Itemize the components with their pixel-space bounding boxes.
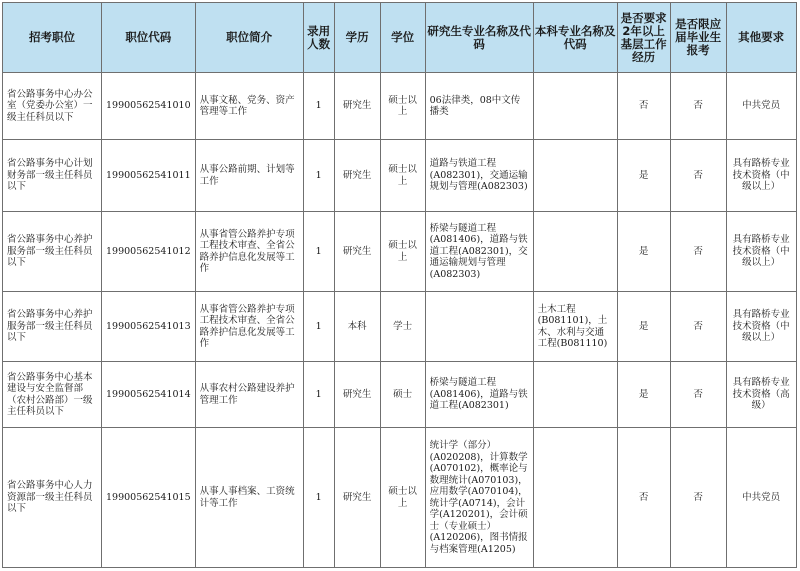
table-row (3, 140, 797, 212)
cell-grassroots: 是 (617, 292, 670, 362)
cell-undergrad-major (533, 140, 617, 212)
cell-intro: 从事省管公路养护专项工程技术审查、全省公路养护信息化发展等工作 (195, 292, 303, 362)
cell-count: 1 (303, 140, 334, 212)
cell-grad-major (425, 292, 533, 362)
cell-count: 1 (303, 212, 334, 292)
cell-education: 研究生 (334, 362, 380, 428)
cell-education: 研究生 (334, 140, 380, 212)
cell-fresh-grad: 否 (670, 140, 726, 212)
table-row (3, 362, 797, 428)
cell-code: 19900562541014 (102, 362, 196, 428)
header-grassroots: 是否要求2年以上基层工作经历 (617, 3, 670, 73)
cell-grad-major: 06法律类，08中文传播类 (425, 73, 533, 140)
header-fresh-grad: 是否限应届毕业生报考 (670, 3, 726, 73)
cell-position: 省公路事务中心养护服务部一级主任科员以下 (3, 292, 102, 362)
cell-grad-major: 桥梁与隧道工程(A081406)，道路与铁道工程(A082301) (425, 362, 533, 428)
recruitment-table (2, 2, 797, 568)
cell-intro: 从事文秘、党务、资产管理等工作 (195, 73, 303, 140)
header-degree: 学位 (380, 3, 425, 73)
cell-fresh-grad: 否 (670, 212, 726, 292)
cell-position: 省公路事务中心办公室（党委办公室）一级主任科员以下 (3, 73, 102, 140)
cell-other: 中共党员 (726, 73, 796, 140)
cell-education: 研究生 (334, 212, 380, 292)
cell-grassroots: 否 (617, 73, 670, 140)
table-row (3, 212, 797, 292)
cell-other: 具有路桥专业技术资格（中级以上） (726, 292, 796, 362)
table-row (3, 428, 797, 568)
cell-degree: 硕士以上 (380, 212, 425, 292)
header-row (3, 3, 797, 73)
cell-code: 19900562541013 (102, 292, 196, 362)
cell-count: 1 (303, 428, 334, 568)
cell-intro: 从事公路前期、计划等工作 (195, 140, 303, 212)
cell-intro: 从事人事档案、工资统计等工作 (195, 428, 303, 568)
cell-count: 1 (303, 362, 334, 428)
cell-other: 具有路桥专业技术资格（中级以上） (726, 140, 796, 212)
cell-code: 19900562541010 (102, 73, 196, 140)
document-page (2, 2, 797, 568)
cell-undergrad-major (533, 73, 617, 140)
cell-code: 19900562541012 (102, 212, 196, 292)
cell-intro: 从事农村公路建设养护管理工作 (195, 362, 303, 428)
cell-grassroots: 否 (617, 428, 670, 568)
cell-fresh-grad: 否 (670, 362, 726, 428)
cell-position: 省公路事务中心养护服务部一级主任科员以下 (3, 212, 102, 292)
cell-degree: 硕士以上 (380, 73, 425, 140)
cell-degree: 硕士以上 (380, 428, 425, 568)
cell-degree: 学士 (380, 292, 425, 362)
cell-undergrad-major: 土木工程(B081101)，土木、水利与交通工程(B081110) (533, 292, 617, 362)
header-code: 职位代码 (102, 3, 196, 73)
cell-other: 中共党员 (726, 428, 796, 568)
cell-grad-major: 统计学（部分）(A020208)，计算数学(A070102)，概率论与数理统计(A070103)，应用数学(A070104)，统计学(A0714)，会计学(A120201)，会计硕士（专业硕士）(A120206)，图书情报与档案管理(A1205) (425, 428, 533, 568)
header-intro: 职位简介 (195, 3, 303, 73)
cell-fresh-grad: 否 (670, 428, 726, 568)
cell-education: 研究生 (334, 428, 380, 568)
cell-code: 19900562541011 (102, 140, 196, 212)
cell-fresh-grad: 否 (670, 73, 726, 140)
cell-position: 省公路事务中心人力资源部一级主任科员以下 (3, 428, 102, 568)
cell-intro: 从事省管公路养护专项工程技术审查、全省公路养护信息化发展等工作 (195, 212, 303, 292)
cell-grassroots: 是 (617, 362, 670, 428)
header-other: 其他要求 (726, 3, 796, 73)
cell-other: 具有路桥专业技术资格（高级） (726, 362, 796, 428)
cell-grad-major: 桥梁与隧道工程(A081406)，道路与铁道工程(A082301)，交通运输规划与管理(A082303) (425, 212, 533, 292)
cell-grassroots: 是 (617, 140, 670, 212)
cell-undergrad-major (533, 428, 617, 568)
header-count: 录用人数 (303, 3, 334, 73)
header-education: 学历 (334, 3, 380, 73)
cell-degree: 硕士以上 (380, 140, 425, 212)
table-row (3, 73, 797, 140)
header-grad-major: 研究生专业名称及代码 (425, 3, 533, 73)
cell-grad-major: 道路与铁道工程(A082301)，交通运输规划与管理(A082303) (425, 140, 533, 212)
cell-undergrad-major (533, 362, 617, 428)
cell-fresh-grad: 否 (670, 292, 726, 362)
header-position: 招考职位 (3, 3, 102, 73)
table-row (3, 292, 797, 362)
cell-count: 1 (303, 73, 334, 140)
cell-undergrad-major (533, 212, 617, 292)
cell-position: 省公路事务中心计划财务部一级主任科员以下 (3, 140, 102, 212)
cell-other: 具有路桥专业技术资格（中级以上） (726, 212, 796, 292)
cell-count: 1 (303, 292, 334, 362)
header-undergrad-major: 本科专业名称及代码 (533, 3, 617, 73)
cell-education: 本科 (334, 292, 380, 362)
cell-degree: 硕士 (380, 362, 425, 428)
cell-grassroots: 是 (617, 212, 670, 292)
cell-code: 19900562541015 (102, 428, 196, 568)
cell-education: 研究生 (334, 73, 380, 140)
cell-position: 省公路事务中心基本建设与安全监督部（农村公路部）一级主任科员以下 (3, 362, 102, 428)
